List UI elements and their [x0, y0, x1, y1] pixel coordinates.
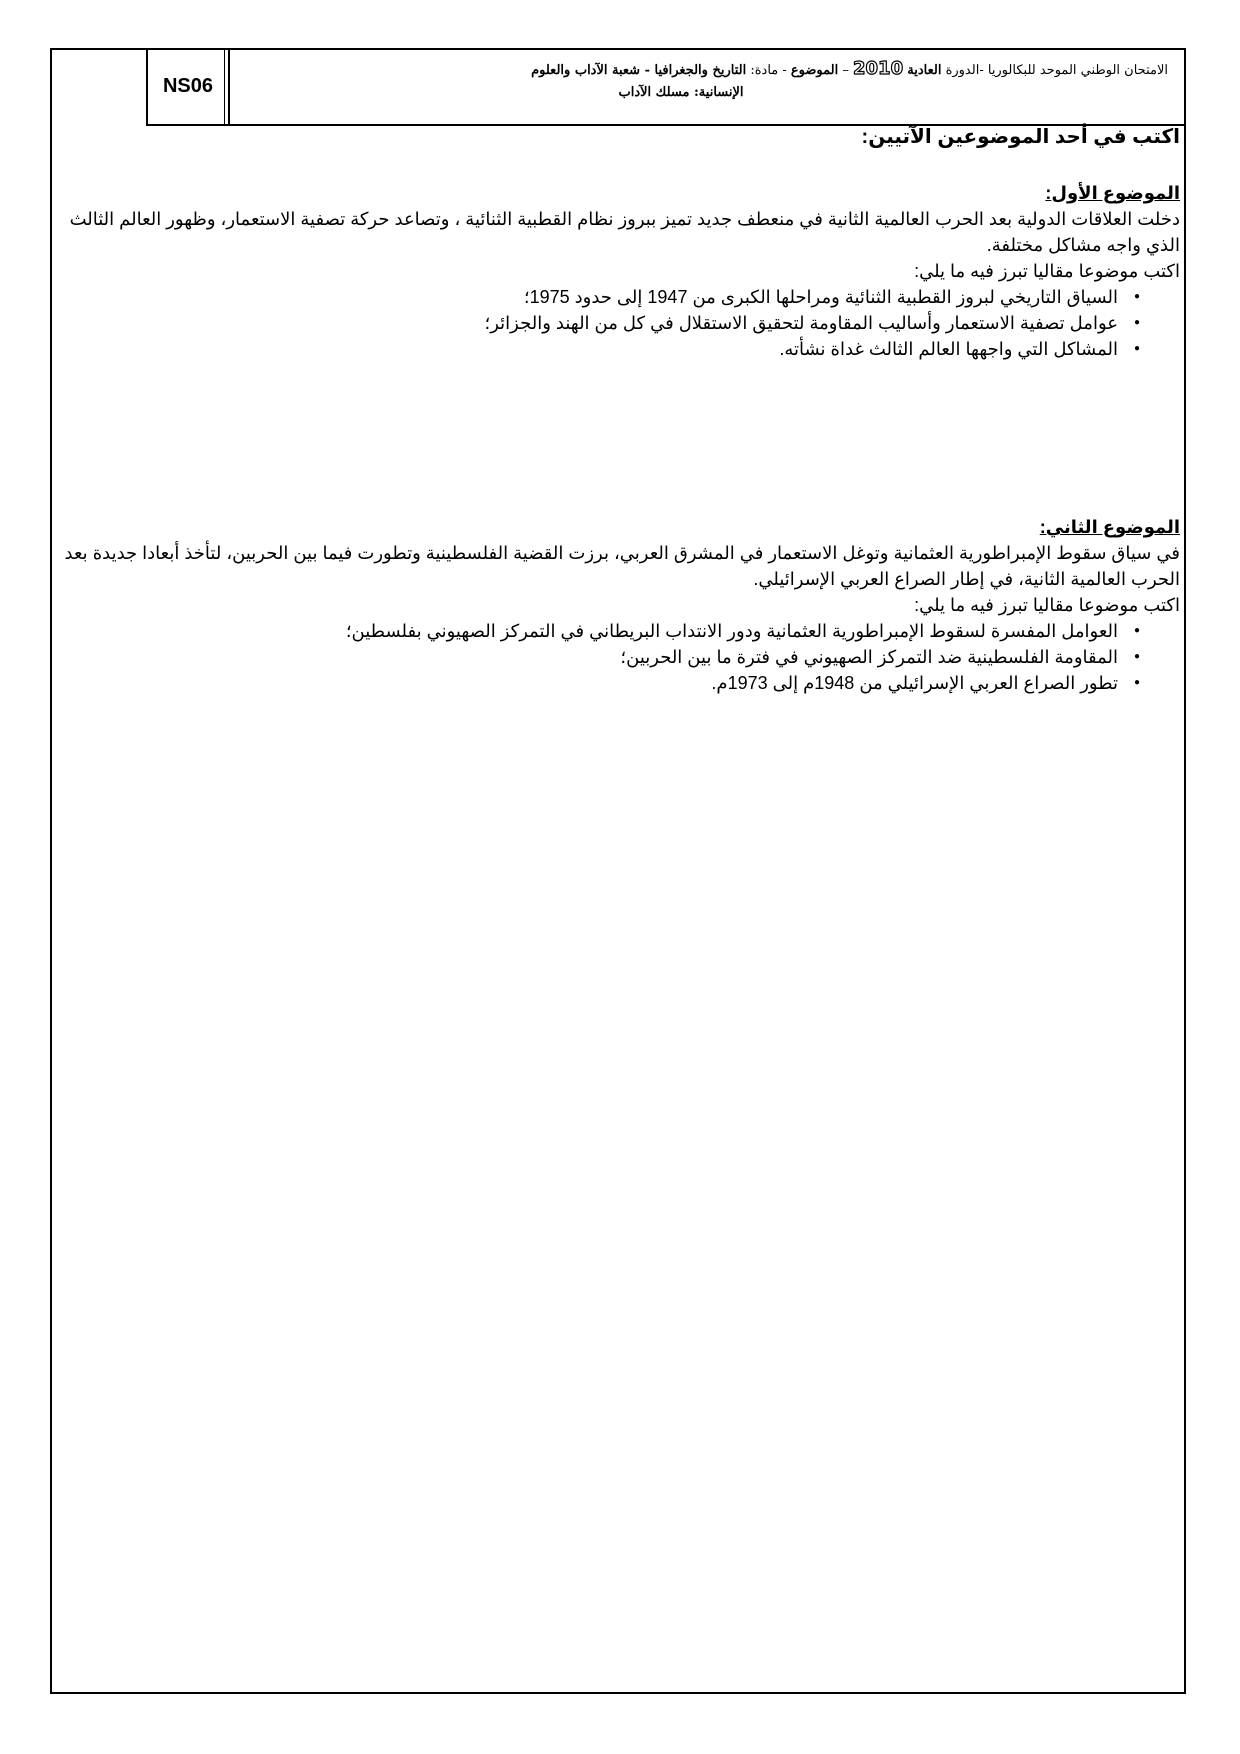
exam-header — [146, 48, 1186, 126]
header-title — [234, 58, 1168, 104]
topic-2 — [56, 514, 1180, 696]
exam-content — [56, 124, 1180, 696]
instruction: اكتب في أحد الموضوعين الآتيين: — [861, 126, 1180, 148]
header-line-2: الإنسانية: مسلك الآداب — [618, 85, 744, 100]
list-item: ● المقاومة الفلسطينية ضد التمركز الصهيوني في فترة ما بين الحربين؛ — [56, 644, 1140, 670]
topic-1-task: اكتب موضوعا مقاليا تبرز فيه ما يلي: — [914, 261, 1180, 281]
topic-1-title: الموضوع الأول: — [1045, 183, 1180, 203]
list-item: ● عوامل تصفية الاستعمار وأساليب المقاومة لتحقيق الاستقلال في كل من الهند والجزائر؛ — [56, 310, 1140, 336]
header-session: العادية — [907, 63, 942, 78]
topic-2-task: اكتب موضوعا مقاليا تبرز فيه ما يلي: — [914, 595, 1180, 615]
header-line-1 — [234, 58, 1168, 82]
list-item: ● تطور الصراع العربي الإسرائيلي من 1948م إلى 1973م. — [56, 670, 1140, 696]
topic-2-points — [56, 618, 1180, 696]
header-subject-label: الموضوع — [790, 63, 839, 78]
header-subject-name: التاريخ والجغرافيا — [654, 63, 747, 78]
topic-1-intro: دخلت العلاقات الدولية بعد الحرب العالمية الثانية في منعطف جديد تميز ببروز نظام القطبية الثنائية ، وتصاعد حركة تصفية الاستعمار، وظهور العالم الثالث الذي واجه مشاكل مختلفة. — [69, 209, 1180, 255]
header-separator: – — [838, 63, 853, 78]
header-year: 2010 — [853, 58, 904, 79]
topic-1-points — [56, 284, 1180, 362]
topic-2-title: الموضوع الثاني: — [1039, 517, 1180, 537]
topic-2-intro: في سياق سقوط الإمبراطورية العثمانية وتوغل الاستعمار في المشرق العربي، برزت القضية الفلسطينية وتطورت فيما بين الحربين، لتأخذ أبعادا جديدة بعد الحرب العالمية الثانية، في إطار الصراع العربي الإسرائيلي. — [64, 543, 1180, 589]
list-item: ● المشاكل التي واجهها العالم الثالث غداة نشأته. — [56, 336, 1140, 362]
exam-code: NS06 — [148, 48, 230, 124]
list-item: ● السياق التاريخي لبروز القطبية الثنائية ومراحلها الكبرى من 1947 إلى حدود 1975؛ — [56, 284, 1140, 310]
header-branch: - شعبة الآداب والعلوم — [531, 63, 655, 78]
header-subject-mid: - مادة: — [746, 63, 791, 78]
header-prefix: الامتحان الوطني الموحد للبكالوريا -الدورة — [941, 63, 1168, 78]
list-item: ● العوامل المفسرة لسقوط الإمبراطورية العثمانية ودور الانتداب البريطاني في التمركز الصهيوني بفلسطين؛ — [56, 618, 1140, 644]
topic-1 — [56, 180, 1180, 362]
